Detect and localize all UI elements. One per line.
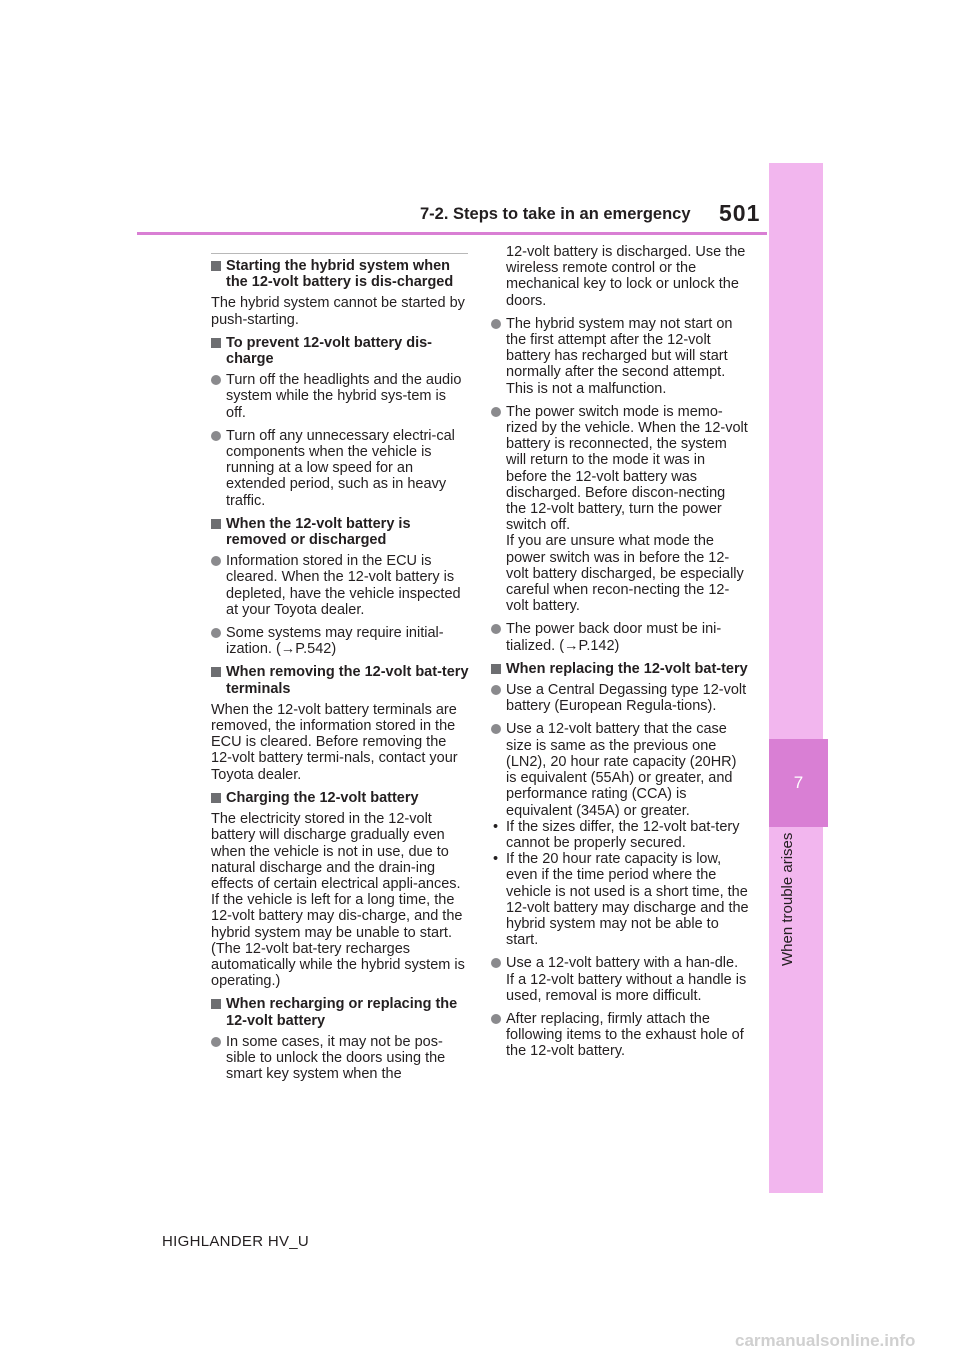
left-column xyxy=(211,258,469,1089)
square-bullet-icon xyxy=(211,519,221,529)
right-column xyxy=(491,244,749,1067)
round-bullet-icon xyxy=(211,375,221,385)
square-bullet-icon xyxy=(211,793,221,803)
heading-text: When removing the 12-volt bat-tery terminals xyxy=(226,664,469,697)
bullet-text: The power back door must be ini-tialized. (→P.142) xyxy=(506,621,722,654)
bullet-text: Information stored in the ECU is cleared. When the 12-volt battery is depleted, have the vehicle inspected at your Toyota dealer. xyxy=(226,553,461,618)
round-bullet-icon xyxy=(491,407,501,417)
bullet-item xyxy=(491,682,749,714)
bullet-item xyxy=(491,316,749,397)
small-bullet-icon: • xyxy=(493,818,499,835)
round-bullet-icon xyxy=(491,624,501,634)
section-heading xyxy=(211,335,469,367)
round-bullet-icon xyxy=(491,685,501,695)
bullet-item xyxy=(491,955,749,1004)
watermark: carmanualsonline.info xyxy=(735,1331,916,1350)
section-heading xyxy=(491,661,749,677)
round-bullet-icon xyxy=(491,319,501,329)
paragraph: The hybrid system cannot be started by push-starting. xyxy=(211,295,465,328)
bullet-text: Turn off any unnecessary electri-cal components when the vehicle is running at a low speed for an extended period, such as in heavy traffic. xyxy=(226,427,455,509)
section-heading xyxy=(211,516,469,548)
section-heading xyxy=(211,258,469,290)
bullet-item xyxy=(211,625,469,657)
square-bullet-icon xyxy=(211,999,221,1009)
chapter-title: When trouble arises xyxy=(779,832,796,966)
round-bullet-icon xyxy=(491,1014,501,1024)
bullet-extra-text: If you are unsure what mode the power switch was in before the 12-volt battery discharged, be especially careful when recon-necting the 12-volt battery. xyxy=(506,533,744,615)
heading-text: Starting the hybrid system when the 12-volt battery is dis-charged xyxy=(226,258,454,291)
chapter-number: 7 xyxy=(793,773,804,792)
section-heading xyxy=(211,790,469,806)
section-heading xyxy=(211,996,469,1028)
bullet-text: The power switch mode is memo-rized by the vehicle. When the 12-volt battery is reconnected, the system will return to the mode it was in before the 12-volt battery was discharged. Before discon-necting the 12-volt battery, turn the power switch off. xyxy=(506,403,748,534)
bullet-item xyxy=(211,553,469,618)
square-bullet-icon xyxy=(491,664,501,674)
round-bullet-icon xyxy=(491,724,501,734)
bullet-text: Turn off the headlights and the audio system while the hybrid sys-tem is off. xyxy=(226,372,462,421)
bullet-text: The hybrid system may not start on the first attempt after the 12-volt battery has recharged but will start normally after the second attempt. This is not a malfunction. xyxy=(506,315,733,397)
page-number: 501 xyxy=(719,200,761,226)
bullet-text: Some systems may require initial-ization. (→P.542) xyxy=(226,625,444,658)
sub-bullet-item xyxy=(491,819,749,851)
paragraph: The electricity stored in the 12-volt battery will discharge gradually even when the vehicle is not in use, due to natural discharge and the drain-ing effects of certain electrical appli-ances. If the vehicle is left for a long time, the 12-volt battery may dis-charge, and the hybrid system may be unable to start. (The 12-volt bat-tery recharges automatically while the hybrid system is operating.) xyxy=(211,811,465,990)
footer-model: HIGHLANDER HV_U xyxy=(162,1233,310,1250)
round-bullet-icon xyxy=(211,431,221,441)
square-bullet-icon xyxy=(211,261,221,271)
square-bullet-icon xyxy=(211,667,221,677)
section-title: 7-2. Steps to take in an emergency xyxy=(420,205,691,223)
paragraph: When the 12-volt battery terminals are removed, the information stored in the ECU is cleared. Before removing the 12-volt battery termi-nals, contact your Toyota dealer. xyxy=(211,701,458,783)
column-top-rule xyxy=(211,253,468,254)
header-rule xyxy=(137,232,767,235)
chapter-side-tab xyxy=(769,163,823,1193)
heading-text: Charging the 12-volt battery xyxy=(226,789,419,806)
bullet-text: Use a 12-volt battery that the case size is same as the previous one (LN2), 20 hour rate capacity (20HR) is equivalent (55Ah) or greater, and performance rating (CCA) is equivalent (345A) or greater. xyxy=(506,721,737,819)
bullet-item xyxy=(211,428,469,509)
chapter-number-box xyxy=(769,739,828,827)
bullet-text: Use a Central Degassing type 12-volt battery (European Regula-tions). xyxy=(506,682,747,715)
heading-text: To prevent 12-volt battery dis-charge xyxy=(226,334,432,368)
round-bullet-icon xyxy=(211,1037,221,1047)
bullet-item xyxy=(211,1034,469,1083)
heading-text: When recharging or replacing the 12-volt battery xyxy=(226,996,458,1029)
sub-bullet-item xyxy=(491,851,749,948)
heading-text: When replacing the 12-volt bat-tery xyxy=(506,660,748,677)
continued-text: 12-volt battery is discharged. Use the wireless remote control or the mechanical key to lock or unlock the doors. xyxy=(506,244,746,309)
bullet-text: After replacing, firmly attach the following items to the exhaust hole of the 12-volt battery. xyxy=(506,1010,744,1060)
square-bullet-icon xyxy=(211,338,221,348)
bullet-item xyxy=(491,621,749,653)
heading-text: When the 12-volt battery is removed or discharged xyxy=(226,515,411,549)
round-bullet-icon xyxy=(491,958,501,968)
bullet-item xyxy=(491,404,749,615)
bullet-item xyxy=(211,372,469,421)
sub-bullet-text: If the 20 hour rate capacity is low, even if the time period where the vehicle is not used is a short time, the 12-volt battery may discharge and the hybrid system may not be able to start. xyxy=(506,851,749,949)
bullet-item xyxy=(491,721,749,818)
section-heading xyxy=(211,664,469,696)
round-bullet-icon xyxy=(211,556,221,566)
small-bullet-icon: • xyxy=(493,851,499,868)
bullet-text: Use a 12-volt battery with a han-dle. If a 12-volt battery without a handle is used, removal is more difficult. xyxy=(506,955,747,1004)
sub-bullet-text: If the sizes differ, the 12-volt bat-tery cannot be properly secured. xyxy=(506,818,740,851)
bullet-item xyxy=(491,1011,749,1060)
bullet-text: In some cases, it may not be pos-sible to unlock the doors using the smart key system when the xyxy=(226,1033,446,1083)
round-bullet-icon xyxy=(211,628,221,638)
